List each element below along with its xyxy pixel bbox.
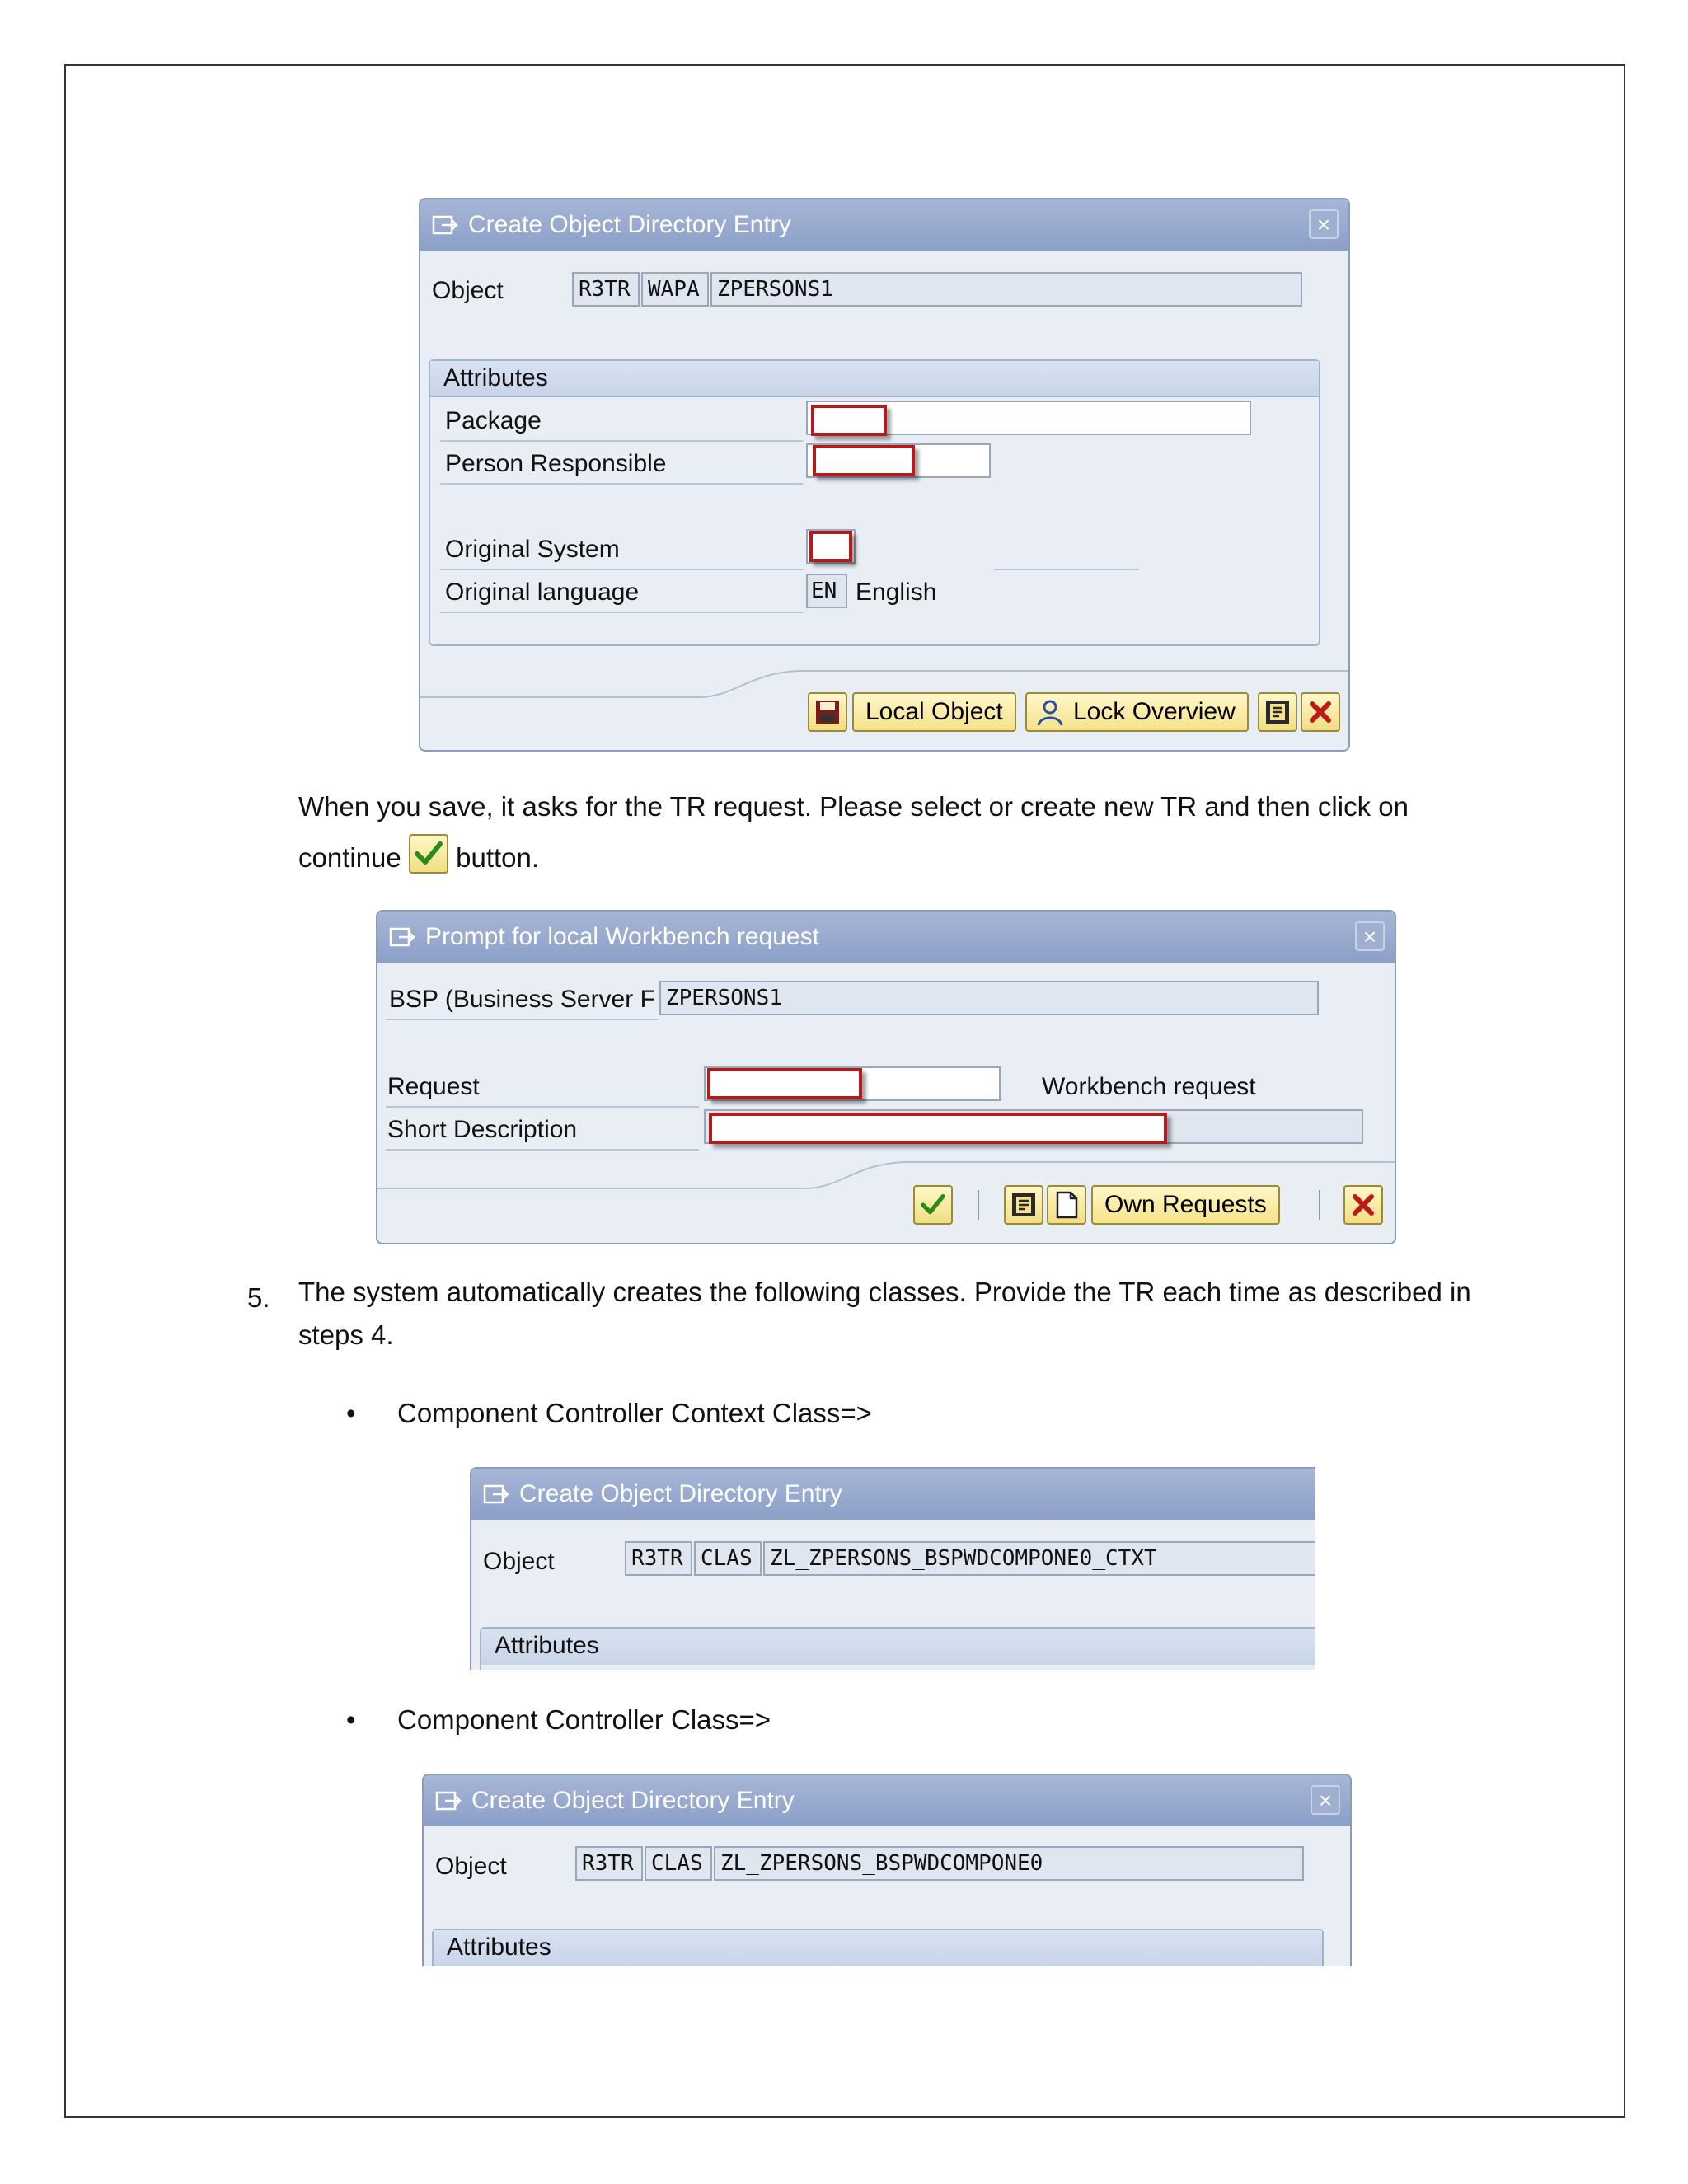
bsp-object-field: ZPERSONS1 bbox=[659, 981, 1319, 1015]
dialog-titlebar bbox=[420, 199, 1348, 251]
package-highlight bbox=[811, 405, 887, 436]
object-type-field: WAPA bbox=[641, 272, 709, 307]
short-description-label: Short Description bbox=[387, 1116, 578, 1143]
object-label: Object bbox=[432, 277, 504, 304]
person-highlight bbox=[813, 445, 915, 476]
transport-icon[interactable] bbox=[1004, 1185, 1043, 1225]
continue-check-icon[interactable] bbox=[913, 1185, 953, 1225]
person-responsible-label: Person Responsible bbox=[445, 450, 667, 477]
dialog-title: Prompt for local Workbench request bbox=[425, 923, 819, 950]
bullet-dot: • bbox=[346, 1398, 356, 1428]
object-name-field: ZL_ZPERSONS_BSPWDCOMPONE0_CTXT bbox=[763, 1541, 1315, 1576]
object-pgmid-field: R3TR bbox=[575, 1846, 643, 1881]
close-icon[interactable]: × bbox=[1355, 921, 1385, 951]
request-label: Request bbox=[387, 1073, 480, 1100]
cancel-icon[interactable] bbox=[1343, 1185, 1383, 1225]
package-label: Package bbox=[445, 407, 542, 434]
toolbar-separator bbox=[978, 1190, 979, 1220]
object-type-field: CLAS bbox=[694, 1541, 762, 1576]
dialog-titlebar bbox=[424, 1775, 1350, 1826]
object-label: Object bbox=[435, 1853, 507, 1880]
lock-overview-label: Lock Overview bbox=[1073, 698, 1236, 725]
person-underline bbox=[440, 483, 803, 485]
instruction-line-2 bbox=[298, 831, 539, 885]
bullet-dot: • bbox=[346, 1704, 356, 1735]
dialog-window-icon bbox=[432, 214, 460, 236]
package-underline bbox=[440, 440, 803, 442]
own-requests-button[interactable]: Own Requests bbox=[1091, 1185, 1280, 1225]
local-object-button[interactable]: Local Object bbox=[852, 692, 1016, 732]
toolbar-separator bbox=[1319, 1190, 1320, 1220]
dialog-window-icon bbox=[389, 926, 417, 948]
person-icon bbox=[1035, 699, 1065, 727]
dialog-title: Create Object Directory Entry bbox=[468, 211, 791, 238]
prompt-workbench-request-dialog bbox=[376, 910, 1396, 1244]
close-icon[interactable]: × bbox=[1311, 1785, 1340, 1815]
short-desc-highlight bbox=[709, 1113, 1167, 1144]
step5-line-1: The system automatically creates the following classes. Provide the TR each time as described in bbox=[298, 1277, 1471, 1307]
instruction-continue-word: continue bbox=[298, 842, 401, 873]
dialog-title: Create Object Directory Entry bbox=[519, 1480, 842, 1507]
step5-line-2: steps 4. bbox=[298, 1319, 394, 1350]
create-object-directory-dialog bbox=[419, 198, 1350, 752]
instruction-line-1: When you save, it asks for the TR request. Please select or create new TR and then click on bbox=[298, 791, 1409, 822]
cancel-icon[interactable] bbox=[1301, 692, 1340, 732]
attributes-header: Attributes bbox=[481, 1629, 1315, 1665]
dialog-titlebar bbox=[377, 912, 1395, 963]
request-type: Workbench request bbox=[1042, 1073, 1256, 1100]
dialog-window-icon bbox=[483, 1483, 511, 1505]
original-language-label: Original language bbox=[445, 579, 640, 606]
close-icon[interactable]: × bbox=[1309, 209, 1339, 239]
bsp-label: BSP (Business Server F bbox=[389, 986, 655, 1013]
object-type-field: CLAS bbox=[645, 1846, 712, 1881]
step5-text bbox=[298, 1271, 1617, 1357]
attributes-group bbox=[432, 1929, 1324, 1966]
bullet-2-text: Component Controller Class=> bbox=[397, 1704, 771, 1735]
instruction-button-word: button. bbox=[456, 842, 540, 873]
bsp-underline bbox=[386, 1019, 658, 1020]
attributes-header: Attributes bbox=[430, 361, 1319, 397]
dialog-window-icon bbox=[435, 1790, 463, 1811]
step-number: 5. bbox=[247, 1282, 270, 1313]
orig-lang-underline bbox=[440, 612, 803, 613]
bullet-1-text: Component Controller Context Class=> bbox=[397, 1398, 872, 1428]
object-pgmid-field: R3TR bbox=[625, 1541, 692, 1576]
create-object-directory-dialog-class bbox=[422, 1774, 1352, 1966]
orig-system-highlight bbox=[809, 531, 852, 562]
object-label: Object bbox=[483, 1548, 555, 1575]
object-name-field: ZPERSONS1 bbox=[710, 272, 1302, 307]
continue-checkmark-icon bbox=[409, 834, 448, 874]
orig-system-desc-line bbox=[994, 569, 1139, 570]
transport-icon[interactable] bbox=[1258, 692, 1297, 732]
request-highlight bbox=[707, 1068, 862, 1099]
short-desc-underline bbox=[386, 1149, 699, 1151]
dialog-title: Create Object Directory Entry bbox=[471, 1787, 795, 1814]
attributes-header: Attributes bbox=[434, 1930, 1322, 1966]
request-underline bbox=[386, 1106, 699, 1108]
language-name: English bbox=[856, 579, 937, 606]
create-object-directory-dialog-ctxt bbox=[470, 1467, 1315, 1670]
orig-system-underline bbox=[440, 569, 803, 570]
object-pgmid-field: R3TR bbox=[572, 272, 640, 307]
attributes-group bbox=[480, 1627, 1315, 1670]
save-icon[interactable] bbox=[808, 692, 847, 732]
new-document-icon[interactable] bbox=[1047, 1185, 1086, 1225]
original-system-label: Original System bbox=[445, 536, 620, 563]
language-code-field: EN bbox=[806, 574, 847, 608]
object-name-field: ZL_ZPERSONS_BSPWDCOMPONE0 bbox=[714, 1846, 1304, 1881]
lock-overview-button[interactable] bbox=[1025, 692, 1249, 732]
dialog-titlebar bbox=[471, 1469, 1315, 1520]
